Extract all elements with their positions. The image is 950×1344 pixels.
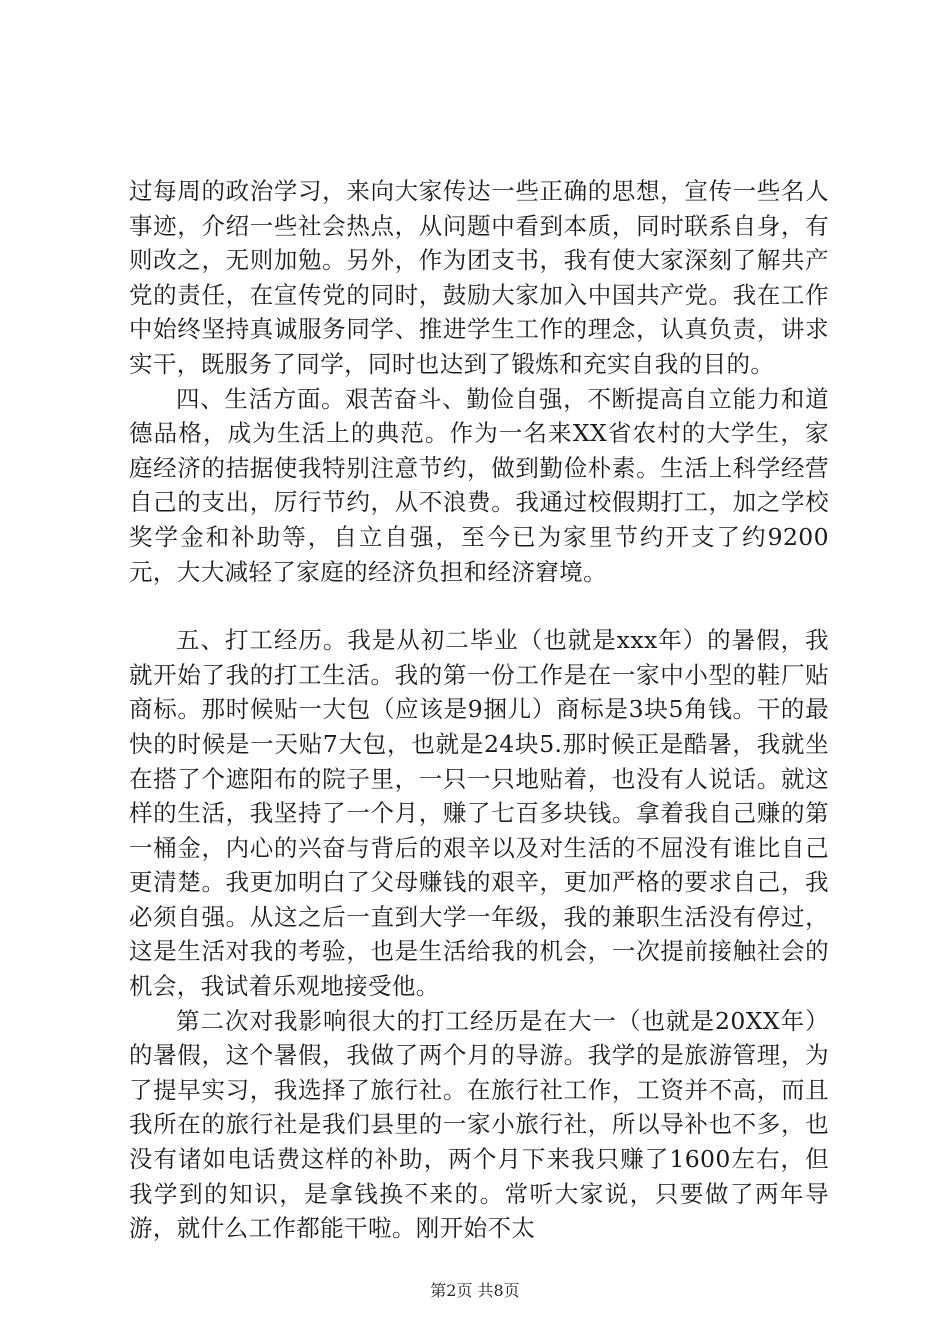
paragraph-work-experience: 五、打工经历。我是从初二毕业（也就是xxx年）的暑假，我就开始了我的打工生活。我的第一份工作是在一家中小型的鞋厂贴商标。那时候贴一大包（应该是9捆儿）商标是3块5角钱。干的最快的时候是一天贴7大包，也就是24块5.那时候正是酷暑，我就坐在搭了个遮阳布的院子里，一只一只地贴着，也没有人说话。就这样的生活，我坚持了一个月，赚了七百多块钱。拿着我自己赚的第一桶金，内心的兴奋与背后的艰辛以及对生活的不屈没有谁比自己更清楚。我更加明白了父母赚钱的艰辛，更加严格的要求自己，我必须自强。从这之后一直到大学一年级，我的兼职生活没有停过，这是生活对我的考验，也是生活给我的机会，一次提前接触社会的机会，我试着乐观地接受他。 [129,626,829,1001]
paragraph-continued: 过每周的政治学习，来向大家传达一些正确的思想，宣传一些名人事迹，介绍一些社会热点，从问题中看到本质，同时联系自身，有则改之，无则加勉。另外，作为团支书，我有使大家深刻了解共产党的责任，在宣传党的同时，鼓励大家加入中国共产党。我在工作中始终坚持真诚服务同学、推进学生工作的理念，认真负责，讲求实干，既服务了同学，同时也达到了锻炼和充实自我的目的。 [129,177,829,378]
paragraph-life-aspect: 四、生活方面。艰苦奋斗、勤俭自强，不断提高自立能力和道德品格，成为生活上的典范。作为一名来XX省农村的大学生，家庭经济的拮据使我特别注意节约，做到勤俭朴素。生活上科学经营自己的支出，厉行节约，从不浪费。我通过校假期打工，加之学校奖学金和补助等，自立自强，至今已为家里节约开支了约9200元，大大减轻了家庭的经济负担和经济窘境。 [129,384,829,586]
paragraph-second-job: 第二次对我影响很大的打工经历是在大一（也就是20XX年）的暑假，这个暑假，我做了两个月的导游。我学的是旅游管理，为了提早实习，我选择了旅行社。在旅行社工作，工资并不高，而且我所在的旅行社是我们县里的一家小旅行社，所以导补也不多，也没有诸如电话费这样的补助，两个月下来我只赚了1600左右，但我学到的知识，是拿钱换不来的。常听大家说，只要做了两年导游，就什么工作都能干啦。刚开始不太 [129,1006,829,1243]
page-footer: 第2页 共8页 [430,1281,520,1300]
body-text [129,174,829,1246]
